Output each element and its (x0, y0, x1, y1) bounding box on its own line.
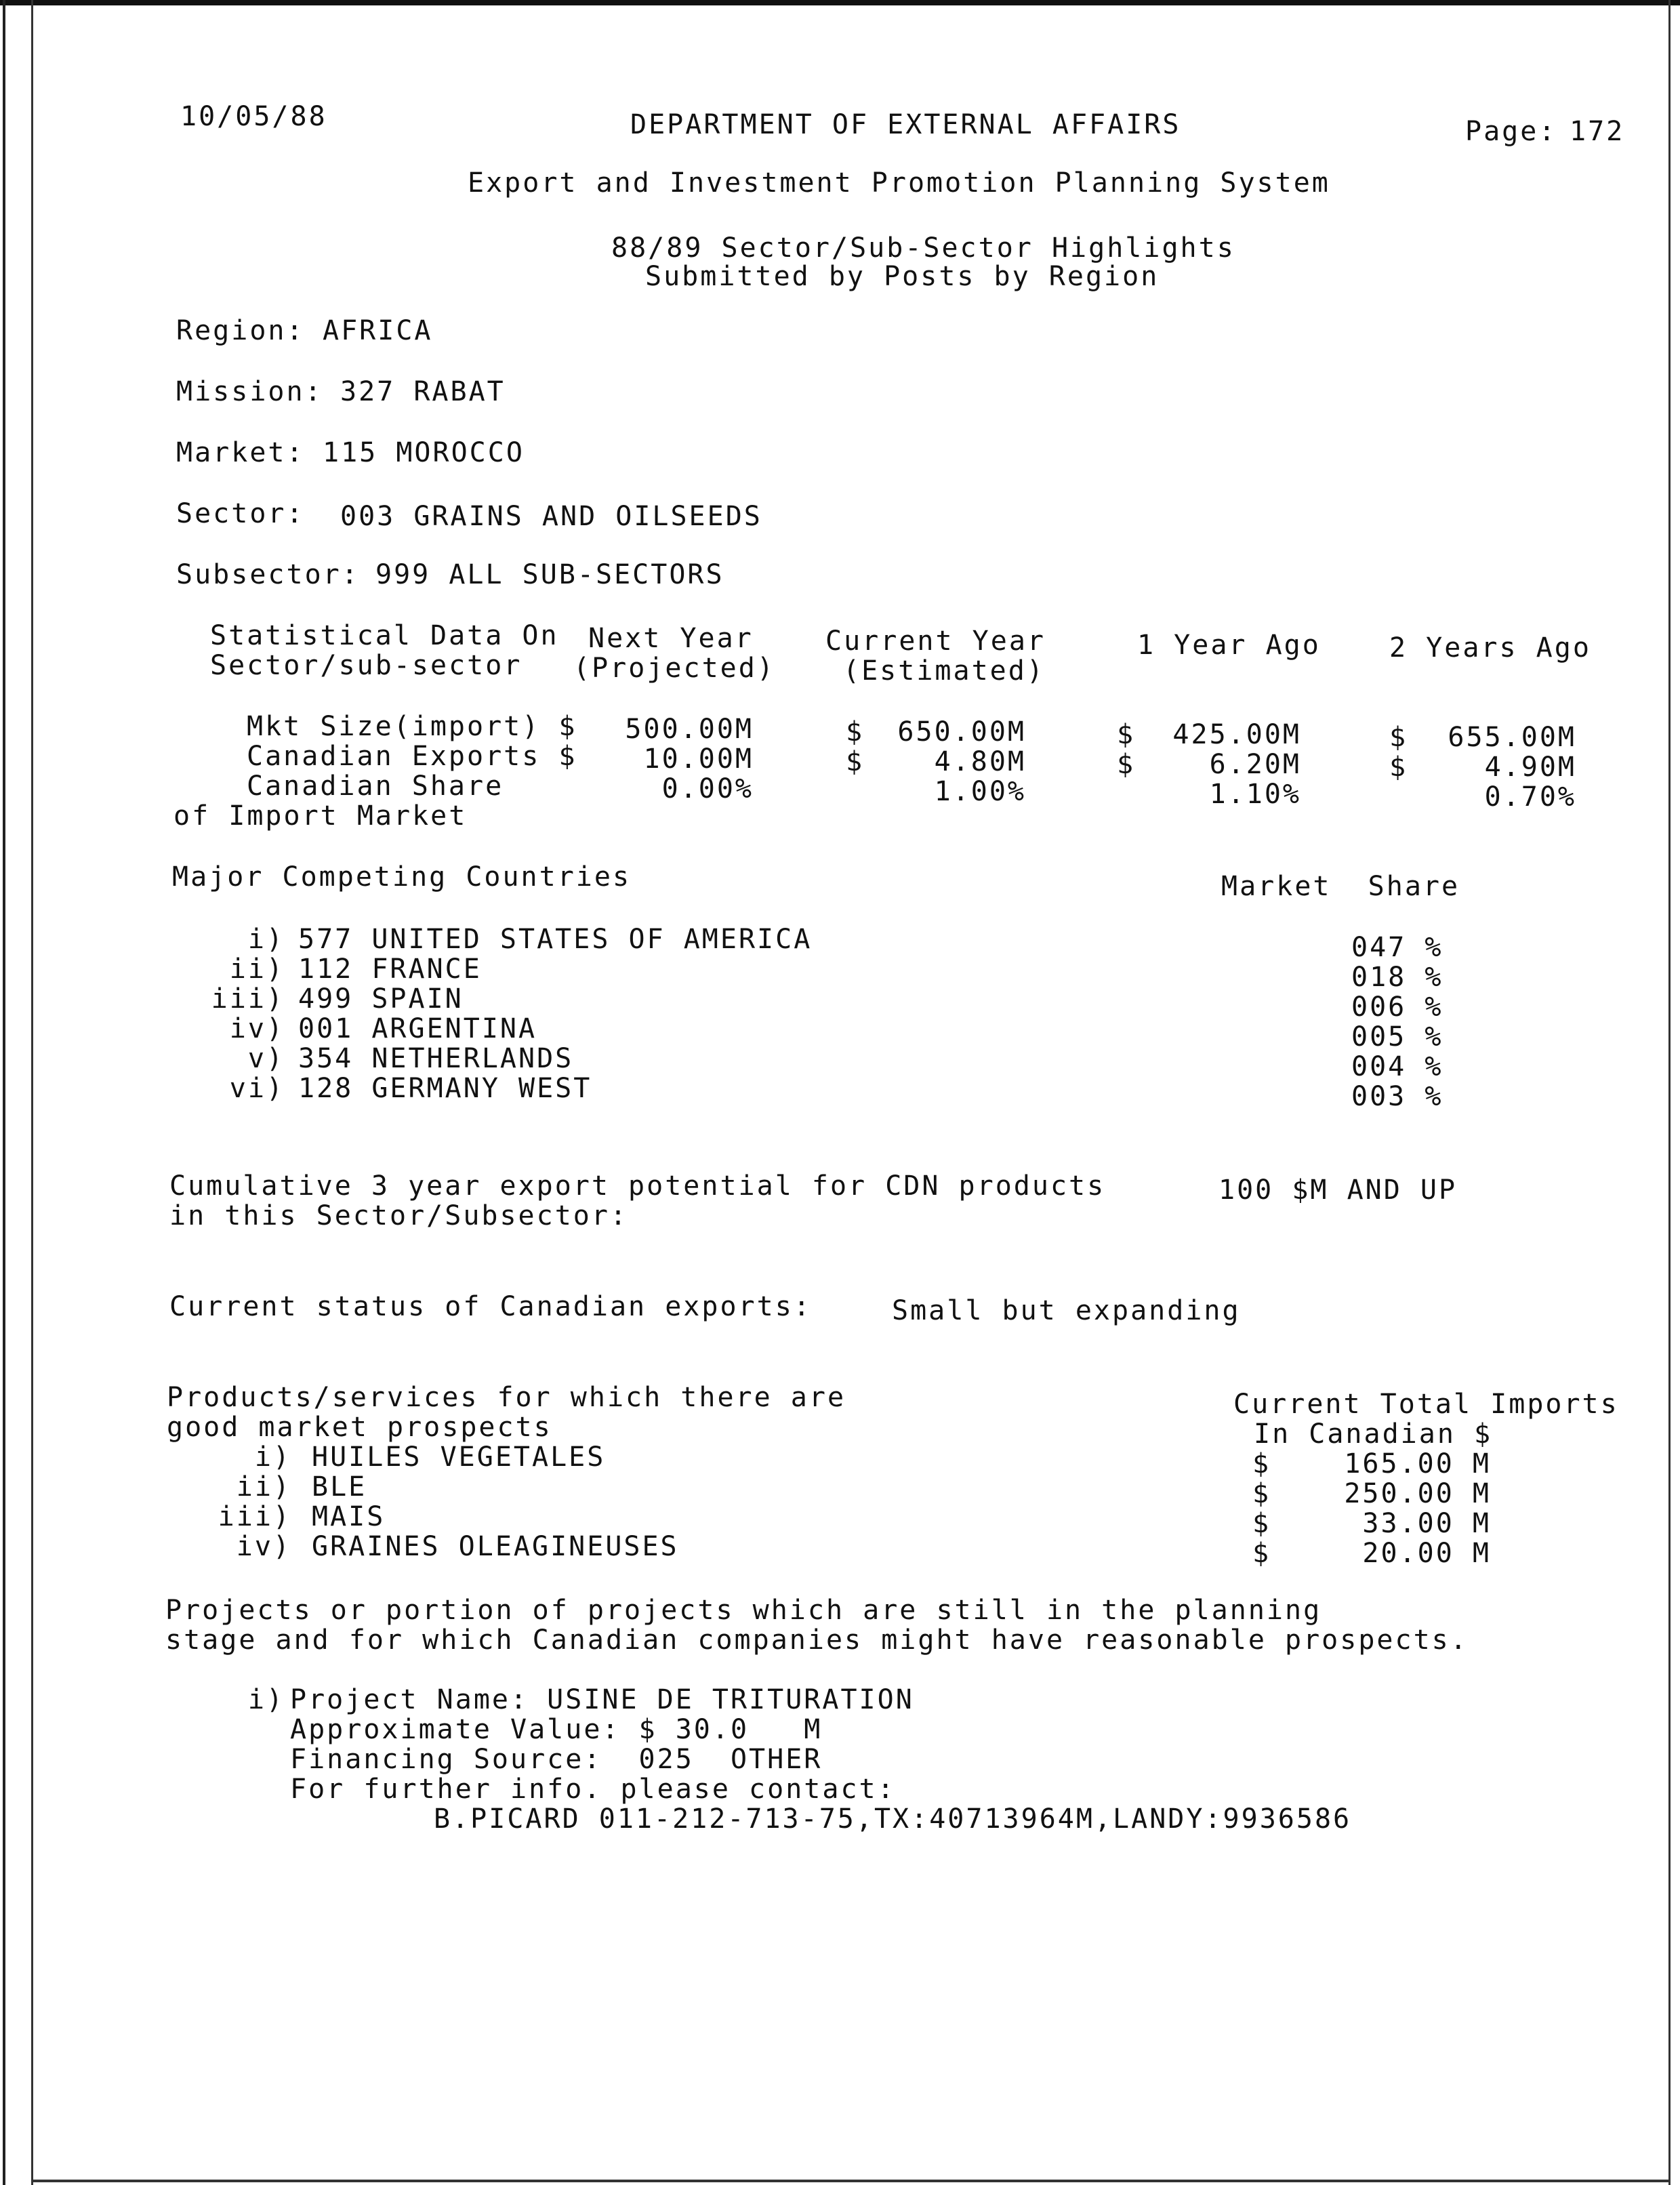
stats-current-year-value: 1.00% (934, 776, 1026, 807)
stats-next-year-value: 10.00M (643, 743, 754, 775)
competitor-number: v) (247, 1043, 285, 1074)
products-line1: Products/services for which there are (167, 1382, 846, 1413)
page-number: 172 (1570, 116, 1625, 147)
stats-header-col3: 1 Year Ago (1137, 630, 1321, 661)
stats-next-year-value: 0.00% (661, 773, 754, 804)
competitor-name: 499 SPAIN (298, 983, 464, 1015)
competitor-name: 577 UNITED STATES OF AMERICA (298, 924, 813, 955)
sector-label: Sector: (176, 498, 305, 529)
market-value: 115 MOROCCO (323, 437, 525, 468)
competitor-share: 006 % (1351, 992, 1443, 1023)
project-contact-value: B.PICARD 011-212-713-75,TX:40713964M,LANDY:9936586 (434, 1803, 1352, 1835)
product-currency: $ (1252, 1448, 1271, 1479)
stats-current-year-value: 650.00M (897, 716, 1026, 748)
stats-row-label: Mkt Size(import) $ (247, 711, 577, 742)
projects-intro-line2: stage and for which Canadian companies might have reasonable prospects. (165, 1625, 1469, 1656)
stats-two-years-ago-value: 0.70% (1484, 781, 1576, 813)
stats-current-year-value: 4.80M (934, 746, 1026, 777)
region-label: Region: (176, 315, 305, 346)
page-label: Page: (1465, 116, 1557, 147)
product-import-amount: 250.00 M (1344, 1478, 1491, 1509)
stats-currency-symbol: $ (1117, 749, 1136, 780)
page-bottom-rule (33, 2180, 1670, 2182)
competitors-title: Major Competing Countries (172, 861, 632, 893)
report-date: 10/05/88 (180, 101, 327, 132)
stats-header-col1-line1: Next Year (588, 623, 754, 654)
stats-header-col1-line2: (Projected) (573, 653, 775, 684)
system-title: Export and Investment Promotion Planning System (468, 167, 1330, 199)
competitor-number: ii) (229, 954, 285, 985)
competitor-share: 003 % (1351, 1081, 1443, 1112)
subsector-value: 999 ALL SUB-SECTORS (375, 559, 724, 590)
stats-currency-symbol: $ (846, 716, 865, 748)
product-import-amount: 165.00 M (1344, 1448, 1491, 1479)
stats-currency-symbol: $ (1117, 719, 1136, 750)
potential-value: 100 $M AND UP (1218, 1175, 1458, 1206)
competitor-name: 128 GERMANY WEST (298, 1073, 592, 1104)
competitor-number: vi) (229, 1073, 285, 1104)
page-right-rule (1668, 0, 1671, 2185)
competitor-number: iii) (211, 983, 285, 1015)
competitor-name: 354 NETHERLANDS (298, 1043, 574, 1074)
market-label: Market: (176, 437, 305, 468)
product-number: iv) (236, 1531, 291, 1562)
competitor-share: 047 % (1351, 932, 1443, 963)
project-value: Approximate Value: $ 30.0 M (290, 1714, 823, 1745)
stats-one-year-ago-value: 425.00M (1172, 719, 1301, 750)
page-left-rule (31, 0, 33, 2185)
stats-currency-symbol: $ (846, 746, 865, 777)
product-currency: $ (1252, 1478, 1271, 1509)
product-name: BLE (312, 1471, 367, 1503)
imports-header-line1: Current Total Imports (1233, 1389, 1619, 1420)
competitors-share-header: Market Share (1221, 871, 1460, 902)
region-value: AFRICA (323, 315, 433, 346)
stats-next-year-value: 500.00M (625, 714, 754, 745)
department-title: DEPARTMENT OF EXTERNAL AFFAIRS (630, 109, 1181, 140)
product-currency: $ (1252, 1538, 1271, 1569)
potential-line1: Cumulative 3 year export potential for CDN products (169, 1170, 1106, 1202)
sector-value: 003 GRAINS AND OILSEEDS (340, 501, 762, 532)
subsector-label: Subsector: (176, 559, 360, 590)
project-name: Project Name: USINE DE TRITURATION (290, 1684, 914, 1715)
status-label: Current status of Canadian exports: (169, 1291, 812, 1322)
report-subtitle: Submitted by Posts by Region (645, 261, 1160, 292)
potential-line2: in this Sector/Subsector: (169, 1200, 629, 1231)
project-financing: Financing Source: 025 OTHER (290, 1744, 823, 1775)
stats-currency-symbol: $ (1389, 752, 1408, 783)
competitor-name: 001 ARGENTINA (298, 1013, 537, 1044)
project-contact-label: For further info. please contact: (290, 1774, 896, 1805)
stats-header-col0-line2: Sector/sub-sector (210, 650, 523, 681)
stats-header-col4: 2 Years Ago (1389, 632, 1591, 663)
stats-share-suffix: of Import Market (173, 800, 468, 832)
product-name: MAIS (312, 1501, 386, 1532)
competitor-share: 005 % (1351, 1021, 1443, 1053)
mission-label: Mission: (176, 376, 323, 407)
products-line2: good market prospects (167, 1412, 552, 1443)
stats-one-year-ago-value: 6.20M (1209, 749, 1301, 780)
product-number: i) (254, 1442, 291, 1473)
stats-header-col2-line2: (Estimated) (843, 655, 1045, 687)
competitor-share: 004 % (1351, 1051, 1443, 1082)
stats-row-label: Canadian Share (247, 771, 504, 802)
product-number: ii) (236, 1471, 291, 1503)
competitor-number: i) (247, 924, 285, 955)
stats-row-label: Canadian Exports $ (247, 741, 577, 772)
imports-header-line2: In Canadian $ (1254, 1418, 1493, 1450)
competitor-number: iv) (229, 1013, 285, 1044)
product-name: GRAINES OLEAGINEUSES (312, 1531, 679, 1562)
report-title: 88/89 Sector/Sub-Sector Highlights (611, 232, 1235, 264)
product-number: iii) (218, 1501, 291, 1532)
stats-currency-symbol: $ (1389, 722, 1408, 753)
mission-value: 327 RABAT (340, 376, 506, 407)
stats-two-years-ago-value: 4.90M (1484, 752, 1576, 783)
stats-header-col2-line1: Current Year (825, 626, 1046, 657)
page-left-edge (3, 0, 5, 2185)
stats-header-col0-line1: Statistical Data On (210, 620, 559, 651)
product-name: HUILES VEGETALES (312, 1442, 606, 1473)
competitor-share: 018 % (1351, 962, 1443, 993)
project-number: i) (247, 1684, 285, 1715)
stats-one-year-ago-value: 1.10% (1209, 779, 1301, 810)
product-import-amount: 20.00 M (1362, 1538, 1491, 1569)
product-currency: $ (1252, 1508, 1271, 1539)
projects-intro-line1: Projects or portion of projects which are still in the planning (165, 1595, 1322, 1626)
product-import-amount: 33.00 M (1362, 1508, 1491, 1539)
stats-two-years-ago-value: 655.00M (1448, 722, 1576, 753)
status-value: Small but expanding (892, 1295, 1241, 1326)
competitor-name: 112 FRANCE (298, 954, 482, 985)
page-top-border (0, 0, 1680, 5)
